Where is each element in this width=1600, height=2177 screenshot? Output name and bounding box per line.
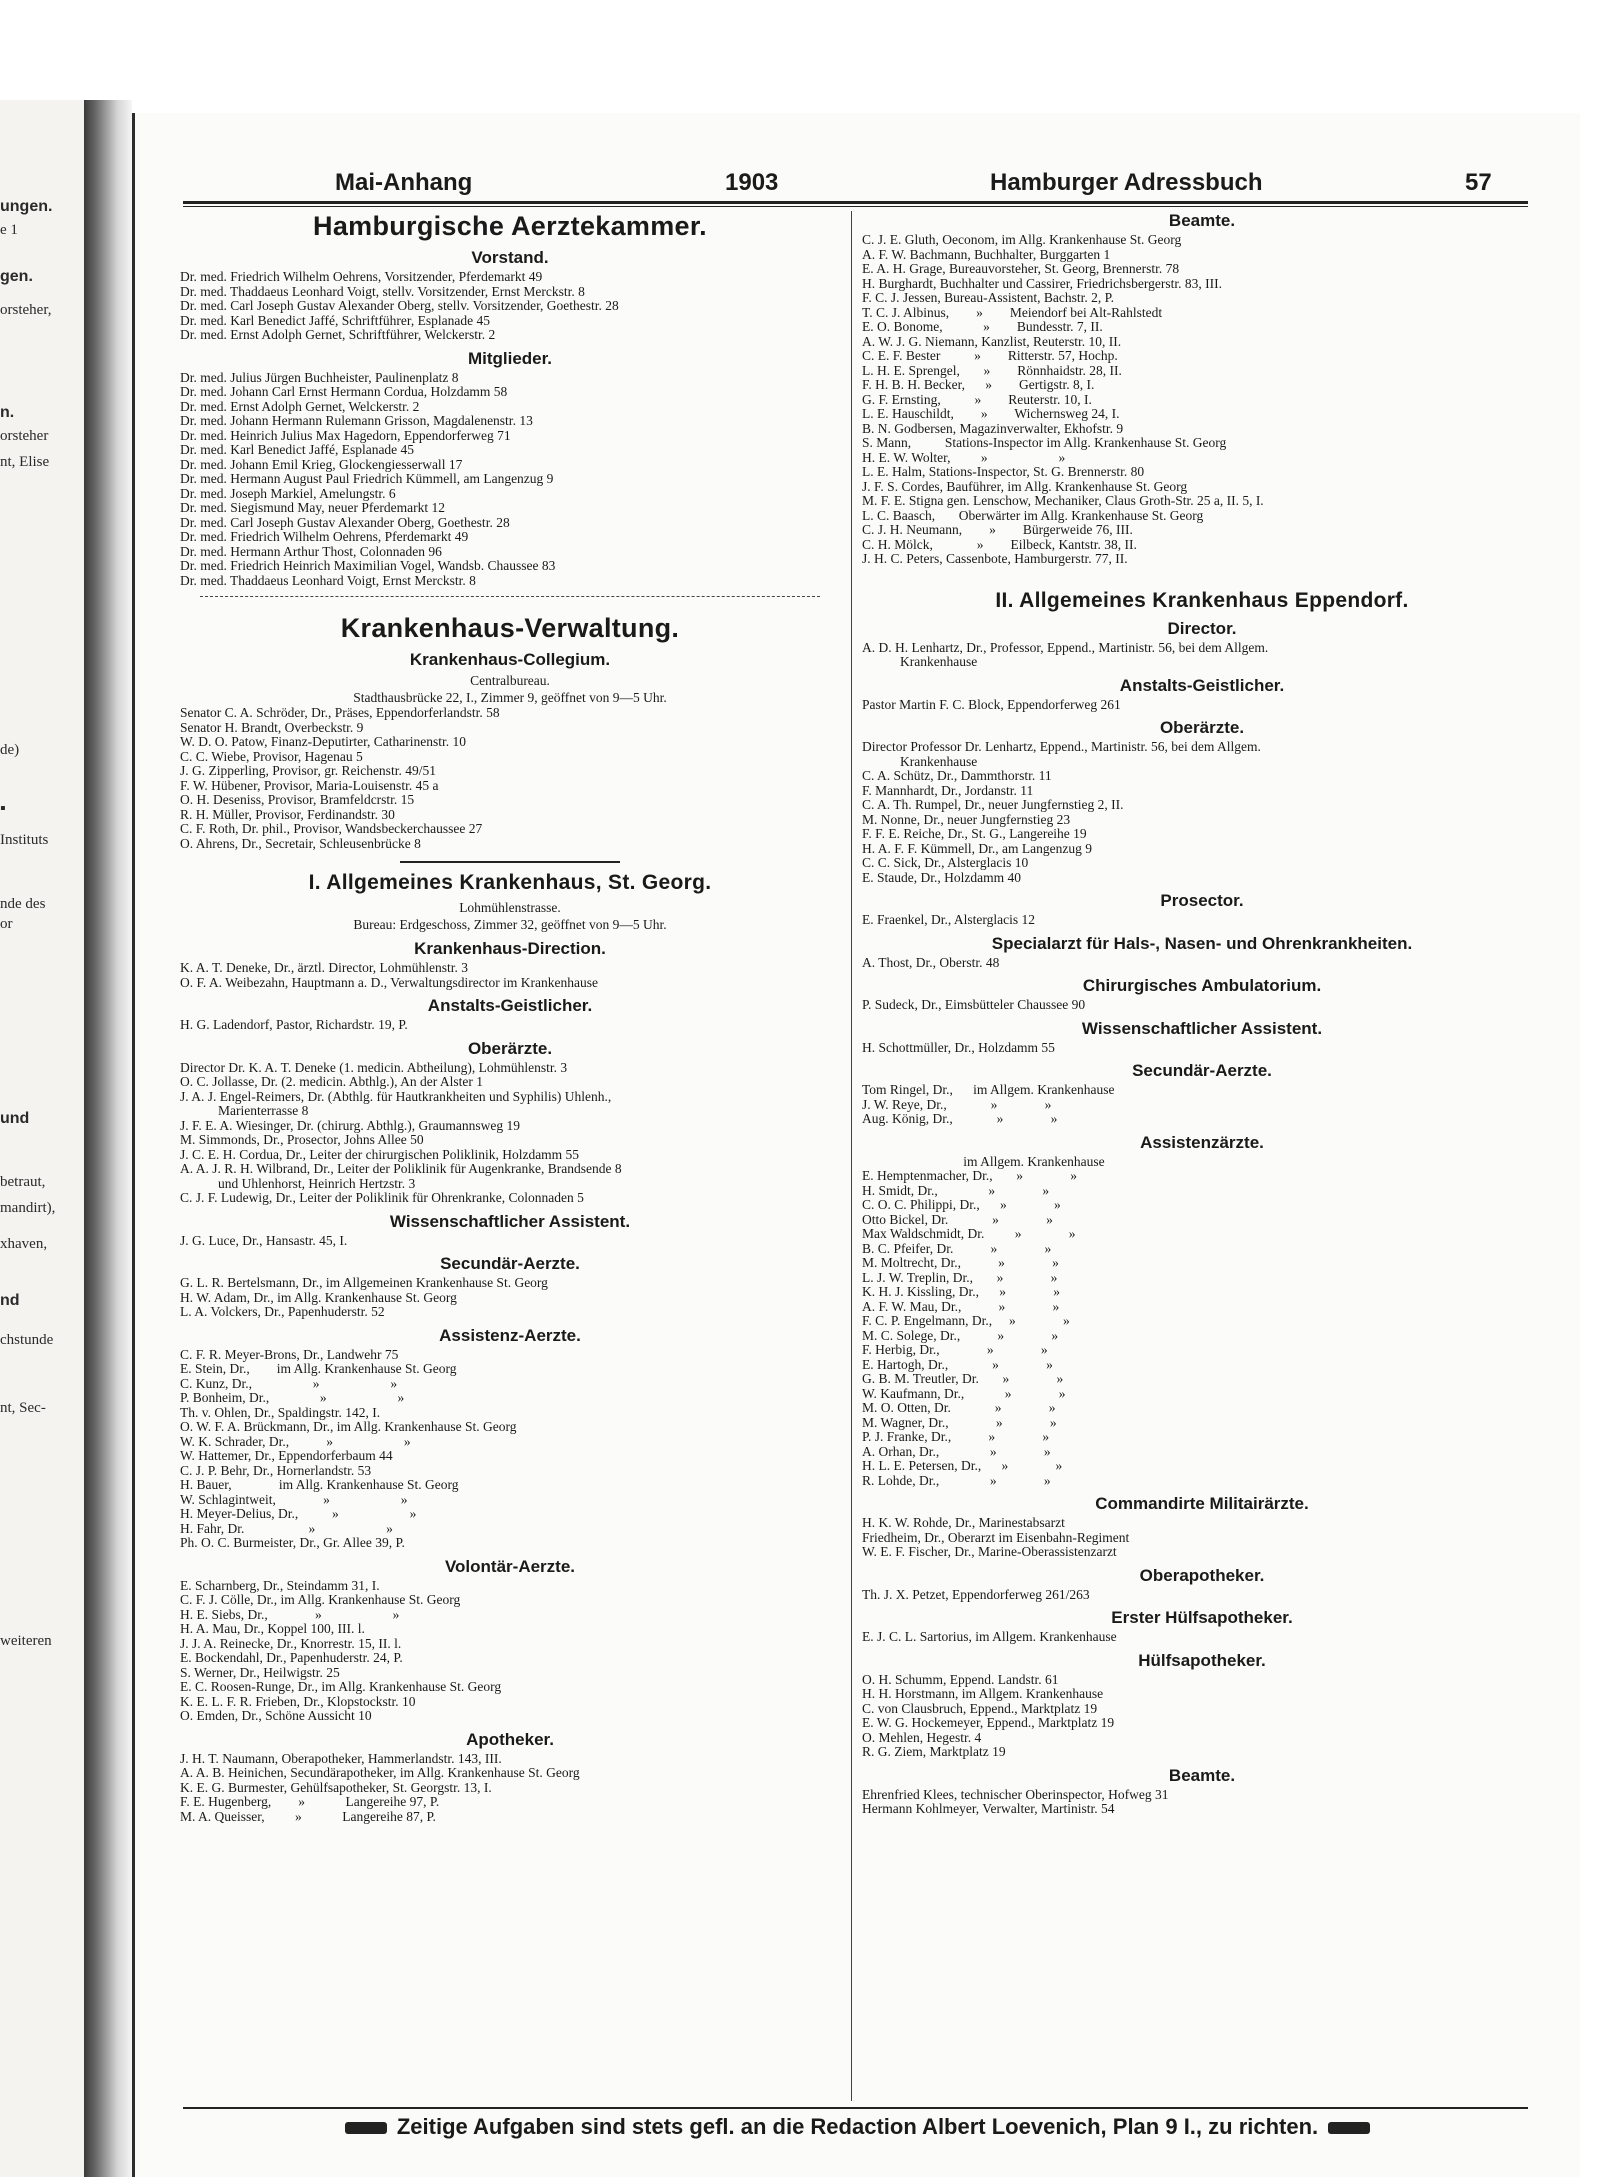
section-divider — [200, 596, 820, 597]
r-oberaerzte-list — [862, 740, 1542, 885]
stgeorg-street: Lohmühlenstrasse. — [459, 900, 561, 915]
list-item: Dr. med. Joseph Markiel, Amelungstr. 6 — [180, 486, 396, 501]
list-item: W. Hattemer, Dr., Eppendorferbaum 44 — [180, 1449, 393, 1463]
list-item: H. Smidt, Dr., » » — [862, 1183, 1050, 1198]
list-item: J. F. E. A. Wiesinger, Dr. (chirurg. Abthlg.), Graumannsweg 19 — [180, 1118, 521, 1133]
header-section: Mai-Anhang — [335, 169, 473, 196]
directory-page — [132, 113, 1580, 2177]
r-secundaer-list — [862, 1083, 1542, 1127]
previous-page-strip — [0, 100, 89, 2177]
list-item: J. W. Reye, Dr., » » — [862, 1097, 1052, 1112]
direction-list — [180, 961, 840, 990]
list-item: O. Mehlen, Hegestr. 4 — [862, 1730, 982, 1745]
prosector-heading: Prosector. — [1160, 891, 1244, 910]
previous-page-fragment: de) — [0, 742, 20, 758]
previous-page-fragment: weiteren — [0, 1633, 52, 1649]
list-item: M. Nonne, Dr., neuer Jungfernstieg 23 — [862, 812, 1071, 827]
list-item: H. A. Mau, Dr., Koppel 100, III. l. — [180, 1622, 365, 1636]
previous-page-fragment: or — [0, 916, 13, 932]
list-item: A. A. B. Heinichen, Secundärapotheker, im Allg. Krankenhause St. Georg — [180, 1766, 580, 1780]
list-item: Dr. med. Hermann August Paul Friedrich Kümmell, am Langenzug 9 — [180, 472, 554, 486]
list-item: Senator H. Brandt, Overbeckstr. 9 — [180, 720, 364, 735]
collegium-list — [180, 706, 840, 851]
list-item: K. A. T. Deneke, Dr., ärztl. Director, Lohmühlenstr. 3 — [180, 961, 469, 975]
list-item: C. von Clausbruch, Eppend., Marktplatz 19 — [862, 1701, 1098, 1716]
list-item: W. D. O. Patow, Finanz-Deputirter, Catharinenstr. 10 — [180, 735, 467, 749]
book-spine — [84, 100, 132, 2177]
list-item: K. E. G. Burmester, Gehülfsapotheker, St. Georgstr. 13, I. — [180, 1780, 492, 1795]
list-item: H. E. Siebs, Dr., » » — [180, 1607, 400, 1622]
centralbureau-label: Centralbureau. — [470, 673, 550, 688]
beamte-heading: Beamte. — [1168, 211, 1236, 230]
r-oberaerzte-heading: Oberärzte. — [1159, 718, 1245, 737]
mitglieder-list — [180, 371, 840, 589]
stgeorg-bureau: Bureau: Erdgeschoss, Zimmer 32, geöffnet von 9—5 Uhr. — [353, 917, 667, 932]
militair-heading: Commandirte Militairärzte. — [1095, 1494, 1309, 1513]
list-item: L. C. Baasch, Oberwärter im Allg. Krankenhause St. Georg — [862, 508, 1204, 523]
header-year: 1903 — [725, 169, 779, 196]
list-item: Dr. med. Julius Jürgen Buchheister, Paulinenplatz 8 — [180, 370, 459, 385]
list-item: H. Fahr, Dr. » » — [180, 1521, 393, 1536]
secundaer-list — [180, 1276, 840, 1320]
secundaer-heading: Secundär-Aerzte. — [440, 1254, 580, 1273]
list-item: H. L. E. Petersen, Dr., » » — [862, 1459, 1063, 1473]
oberaerzte-list — [180, 1061, 840, 1206]
prosector-list — [862, 913, 1542, 928]
list-item: und Uhlenhorst, Heinrich Hertzstr. 3 — [218, 1176, 416, 1191]
list-item: F. W. Hübener, Provisor, Maria-Louisenstr. 45 a — [180, 778, 439, 793]
list-item: H. Burghardt, Buchhalter und Cassirer, Friedrichsbergerstr. 83, III. — [862, 276, 1223, 291]
erster-heading: Erster Hülfsapotheker. — [1111, 1608, 1293, 1627]
list-item: M. C. Solege, Dr., » » — [862, 1328, 1059, 1343]
list-item: L. A. Volckers, Dr., Papenhuderstr. 52 — [180, 1305, 385, 1319]
list-item: E. Scharnberg, Dr., Steindamm 31, I. — [180, 1578, 380, 1593]
list-item: E. A. H. Grage, Bureauvorsteher, St. Georg, Brennerstr. 78 — [862, 262, 1180, 276]
list-item: im Allgem. Krankenhause — [862, 1154, 1105, 1169]
list-item: J. C. E. H. Cordua, Dr., Leiter der chirurgischen Poliklinik, Holzdamm 55 — [180, 1147, 580, 1162]
chir-list — [862, 998, 1542, 1013]
list-item: J. H. C. Peters, Cassenbote, Hamburgerstr. 77, II. — [862, 552, 1128, 566]
list-item: Senator C. A. Schröder, Dr., Präses, Eppendorferlandstr. 58 — [180, 706, 500, 720]
apotheker-list — [180, 1752, 840, 1825]
oberapotheker-heading: Oberapotheker. — [1139, 1565, 1265, 1585]
list-item: H. E. W. Wolter, » » — [862, 450, 1066, 465]
list-item: C. F. Roth, Dr. phil., Provisor, Wandsbeckerchaussee 27 — [180, 822, 483, 836]
list-item: Dr. med. Friedrich Wilhelm Oehrens, Pferdemarkt 49 — [180, 530, 469, 544]
list-item: C. C. Sick, Dr., Alsterglacis 10 — [862, 856, 1029, 870]
previous-page-fragment: orsteher — [0, 428, 49, 444]
list-item: E. Hemptenmacher, Dr., » » — [862, 1169, 1078, 1183]
vorstand-heading: Vorstand. — [471, 248, 549, 267]
list-item: G. F. Ernsting, » Reuterstr. 10, I. — [862, 392, 1092, 407]
volontaer-list — [180, 1579, 840, 1724]
wiss-heading: Wissenschaftlicher Assistent. — [389, 1211, 631, 1231]
previous-page-fragment: orsteher, — [0, 302, 52, 318]
list-item: H. Meyer-Delius, Dr., » » — [180, 1507, 417, 1521]
list-item: O. H. Schumm, Eppend. Landstr. 61 — [862, 1672, 1059, 1687]
list-item: H. Schottmüller, Dr., Holzdamm 55 — [862, 1040, 1055, 1055]
list-item: J. G. Zipperling, Provisor, gr. Reichenstr. 49/51 — [180, 764, 436, 778]
list-item: C. J. P. Behr, Dr., Hornerlandstr. 53 — [180, 1463, 372, 1478]
eppendorf-title: II. Allgemeines Krankenhaus Eppendorf. — [995, 588, 1409, 612]
list-item: J. G. Luce, Dr., Hansastr. 45, I. — [180, 1233, 348, 1248]
list-item: E. C. Roosen-Runge, Dr., im Allg. Krankenhause St. Georg — [180, 1680, 502, 1694]
list-item: Dr. med. Ernst Adolph Gernet, Schriftführer, Welckerstr. 2 — [180, 328, 496, 342]
list-item: F. Mannhardt, Dr., Jordanstr. 11 — [862, 783, 1034, 798]
list-item: E. Staude, Dr., Holzdamm 40 — [862, 870, 1021, 885]
list-item: Otto Bickel, Dr. » » — [862, 1212, 1053, 1227]
list-item: E. J. C. L. Sartorius, im Allgem. Krankenhause — [862, 1630, 1117, 1644]
list-item: C. E. F. Bester » Ritterstr. 57, Hochp. — [862, 349, 1118, 363]
aerztekammer-title: Hamburgische Aerztekammer. — [313, 211, 707, 241]
previous-page-fragment: ▪ — [0, 800, 6, 817]
list-item: P. J. Franke, Dr., » » — [862, 1430, 1050, 1444]
list-item: T. C. J. Albinus, » Meiendorf bei Alt-Rahlstedt — [862, 305, 1163, 320]
list-item: A. F. W. Mau, Dr., » » — [862, 1299, 1060, 1314]
list-item: R. G. Ziem, Marktplatz 19 — [862, 1745, 1006, 1759]
previous-page-fragment: ungen. — [0, 198, 53, 215]
previous-page-fragment: nd — [0, 1292, 20, 1309]
oberaerzte-heading: Oberärzte. — [467, 1038, 553, 1058]
list-item: Dr. med. Carl Joseph Gustav Alexander Oberg, Goethestr. 28 — [180, 515, 510, 530]
list-item: C. F. R. Meyer-Brons, Dr., Landwehr 75 — [180, 1347, 399, 1362]
header-title: Hamburger Adressbuch — [990, 169, 1263, 196]
list-item: H. G. Ladendorf, Pastor, Richardstr. 19, P. — [180, 1018, 408, 1032]
list-item: L. E. Halm, Stations-Inspector, St. G. Brennerstr. 80 — [862, 465, 1145, 479]
previous-page-fragment: n. — [0, 404, 15, 421]
list-item: Tom Ringel, Dr., im Allgem. Krankenhause — [862, 1083, 1115, 1097]
list-item: A. F. W. Bachmann, Buchhalter, Burggarten 1 — [862, 247, 1111, 262]
list-item: R. H. Müller, Provisor, Ferdinandstr. 30 — [180, 807, 395, 822]
list-item: E. W. G. Hockemeyer, Eppend., Marktplatz 19 — [862, 1716, 1115, 1730]
apotheker-heading: Apotheker. — [466, 1729, 554, 1749]
list-item: W. E. F. Fischer, Dr., Marine-Oberassistenzarzt — [862, 1545, 1117, 1559]
right-column — [862, 207, 1542, 1817]
wiss-list — [180, 1234, 840, 1249]
list-item: A. D. H. Lenhartz, Dr., Professor, Eppend., Martinistr. 56, bei dem Allgem. — [862, 640, 1269, 655]
stgeorg-title: I. Allgemeines Krankenhaus, St. Georg. — [308, 871, 712, 894]
previous-page-fragment: xhaven, — [0, 1236, 48, 1252]
previous-page-fragment: nt, Elise — [0, 454, 50, 470]
militair-list — [862, 1516, 1542, 1560]
list-item: Dr. med. Thaddaeus Leonhard Voigt, stellv. Vorsitzender, Ernst Merckstr. 8 — [180, 284, 585, 299]
list-item: E. Bockendahl, Dr., Papenhuderstr. 24, P. — [180, 1651, 403, 1665]
list-item: Dr. med. Karl Benedict Jaffé, Esplanade 45 — [180, 443, 415, 457]
list-item: F. C. J. Jessen, Bureau-Assistent, Bachstr. 2, P. — [862, 291, 1115, 305]
list-item: G. L. R. Bertelsmann, Dr., im Allgemeinen Krankenhause St. Georg — [180, 1276, 548, 1290]
list-item: Hermann Kohlmeyer, Verwalter, Martinistr. 54 — [862, 1802, 1115, 1816]
centralbureau-address: Stadthausbrücke 22, I., Zimmer 9, geöffnet von 9—5 Uhr. — [353, 690, 667, 705]
erster-list — [862, 1630, 1542, 1645]
list-item: C. F. J. Cölle, Dr., im Allg. Krankenhause St. Georg — [180, 1593, 461, 1607]
list-item: Dr. med. Carl Joseph Gustav Alexander Oberg, stellv. Vorsitzender, Goethestr. 28 — [180, 299, 619, 313]
r-assistenz-list — [862, 1155, 1542, 1489]
list-item: L. E. Hauschildt, » Wichernsweg 24, I. — [862, 407, 1120, 421]
list-item: A. W. J. G. Niemann, Kanzlist, Reuterstr. 10, II. — [862, 334, 1122, 349]
list-item: G. B. M. Treutler, Dr. » » — [862, 1372, 1064, 1386]
list-item: C. H. Mölck, » Eilbeck, Kantstr. 38, II. — [862, 537, 1137, 552]
list-item: Dr. med. Thaddaeus Leonhard Voigt, Ernst Merckstr. 8 — [180, 573, 476, 588]
page-number: 57 — [1465, 169, 1492, 196]
pointing-hand-icon — [1328, 2122, 1370, 2134]
previous-page-fragment: gen. — [0, 268, 33, 285]
list-item: K. E. L. F. R. Frieben, Dr., Klopstockstr. 10 — [180, 1694, 416, 1709]
list-item: C. C. Wiebe, Provisor, Hagenau 5 — [180, 749, 363, 764]
list-item: A. Thost, Dr., Oberstr. 48 — [862, 955, 1000, 970]
list-item: F. H. B. H. Becker, » Gertigstr. 8, I. — [862, 378, 1095, 392]
list-item: L. H. E. Sprengel, » Rönnhaidstr. 28, II. — [862, 363, 1122, 378]
r-geistlicher-heading: Anstalts-Geistlicher. — [1119, 675, 1285, 695]
list-item: Director Professor Dr. Lenhartz, Eppend., Martinistr. 56, bei dem Allgem. — [862, 740, 1261, 754]
previous-page-fragment: und — [0, 1110, 30, 1127]
geistlicher-heading: Anstalts-Geistlicher. — [427, 996, 593, 1015]
list-item: L. J. W. Treplin, Dr., » » — [862, 1270, 1058, 1285]
beamte2-list — [862, 1788, 1542, 1817]
list-item: J. A. J. Engel-Reimers, Dr. (Abthlg. für Hautkrankheiten und Syphilis) Uhlenh., — [180, 1089, 612, 1104]
list-item: Krankenhause — [900, 754, 978, 769]
list-item: E. Hartogh, Dr., » » — [862, 1357, 1053, 1372]
list-item: W. K. Schrader, Dr., » » — [180, 1434, 411, 1449]
direction-heading: Krankenhaus-Direction. — [414, 939, 606, 958]
special-heading: Specialarzt für Hals-, Nasen- und Ohrenkrankheiten. — [991, 933, 1413, 953]
list-item: O. H. Deseniss, Provisor, Bramfeldcrstr. 15 — [180, 793, 415, 807]
list-item: J. H. T. Naumann, Oberapotheker, Hammerlandstr. 143, III. — [180, 1751, 502, 1766]
assistenz-heading: Assistenz-Aerzte. — [439, 1325, 581, 1345]
list-item: Pastor Martin F. C. Block, Eppendorferweg 261 — [862, 697, 1121, 712]
previous-page-fragment: nde des — [0, 896, 46, 912]
verwaltung-title: Krankenhaus-Verwaltung. — [340, 613, 680, 643]
list-item: F. Herbig, Dr., » » — [862, 1343, 1048, 1357]
collegium-heading: Krankenhaus-Collegium. — [409, 650, 611, 669]
previous-page-fragment: chstunde — [0, 1332, 54, 1348]
list-item: Marienterrasse 8 — [218, 1104, 309, 1118]
r-secundaer-heading: Secundär-Aerzte. — [1132, 1061, 1272, 1080]
r-wiss-heading: Wissenschaftlicher Assistent. — [1081, 1018, 1323, 1038]
previous-page-fragment: betraut, — [0, 1174, 46, 1190]
list-item: F. C. P. Engelmann, Dr., » » — [862, 1314, 1070, 1328]
section-rule — [400, 861, 620, 863]
list-item: F. F. E. Reiche, Dr., St. G., Langereihe 19 — [862, 827, 1087, 841]
list-item: C. O. C. Philippi, Dr., » » — [862, 1198, 1061, 1212]
r-geistlicher-list — [862, 698, 1542, 713]
list-item: C. Kunz, Dr., » » — [180, 1376, 398, 1391]
previous-page-fragment: nt, Sec- — [0, 1400, 46, 1416]
chir-heading: Chirurgisches Ambulatorium. — [1082, 976, 1322, 995]
list-item: Dr. med. Johann Hermann Rulemann Grisson, Magdalenenstr. 13 — [180, 414, 533, 428]
list-item: Dr. med. Friedrich Heinrich Maximilian Vogel, Wandsb. Chaussee 83 — [180, 559, 556, 573]
list-item: C. J. H. Neumann, » Bürgerweide 76, III. — [862, 523, 1133, 537]
list-item: H. Bauer, im Allg. Krankenhause St. Georg — [180, 1478, 459, 1492]
list-item: M. Simmonds, Dr., Prosector, Johns Allee 50 — [180, 1133, 424, 1147]
list-item: Dr. med. Johann Emil Krieg, Glockengiesserwall 17 — [180, 457, 463, 472]
list-item: C. J. F. Ludewig, Dr., Leiter der Poliklinik für Ohrenkranke, Colonnaden 5 — [180, 1191, 584, 1205]
list-item: B. N. Godbersen, Magazinverwalter, Ekhofstr. 9 — [862, 421, 1124, 436]
beamte-list — [862, 233, 1542, 567]
list-item: M. F. E. Stigna gen. Lenschow, Mechaniker, Claus Groth-Str. 25 a, II. 5, I. — [862, 494, 1264, 508]
previous-page-fragment: mandirt), — [0, 1200, 56, 1216]
list-item: Dr. med. Heinrich Julius Max Hagedorn, Eppendorferweg 71 — [180, 428, 511, 443]
list-item: Dr. med. Ernst Adolph Gernet, Welckerstr. 2 — [180, 399, 420, 414]
list-item: O. Ahrens, Dr., Secretair, Schleusenbrücke 8 — [180, 836, 421, 851]
left-column — [180, 207, 840, 1824]
assistenz-list — [180, 1348, 840, 1551]
geistlicher-list — [180, 1018, 840, 1033]
list-item: W. Kaufmann, Dr., » » — [862, 1386, 1066, 1401]
list-item: E. Stein, Dr., im Allg. Krankenhause St. Georg — [180, 1362, 457, 1376]
list-item: J. J. A. Reinecke, Dr., Knorrestr. 15, II. l. — [180, 1636, 402, 1651]
list-item: M. Moltrecht, Dr., » » — [862, 1256, 1059, 1270]
list-item: O. F. A. Weibezahn, Hauptmann a. D., Verwaltungsdirector im Krankenhause — [180, 975, 598, 990]
special-list — [862, 956, 1542, 971]
list-item: K. H. J. Kissling, Dr., » » — [862, 1285, 1061, 1299]
list-item: Ph. O. C. Burmeister, Dr., Gr. Allee 39, P. — [180, 1536, 405, 1550]
list-item: A. Orhan, Dr., » » — [862, 1444, 1051, 1459]
list-item: Th. v. Ohlen, Dr., Spaldingstr. 142, I. — [180, 1405, 381, 1420]
list-item: H. A. F. F. Kümmell, Dr., am Langenzug 9 — [862, 841, 1092, 856]
r-wiss-list — [862, 1041, 1542, 1056]
list-item: Friedheim, Dr., Oberarzt im Eisenbahn-Regiment — [862, 1530, 1130, 1545]
list-item: P. Bonheim, Dr., » » — [180, 1391, 405, 1405]
list-item: C. A. Th. Rumpel, Dr., neuer Jungfernstieg 2, II. — [862, 798, 1124, 812]
footer-rule — [183, 2107, 1528, 2109]
previous-page-fragment: Instituts — [0, 832, 49, 848]
list-item: Krankenhause — [900, 655, 978, 669]
list-item: Dr. med. Hermann Arthur Thost, Colonnaden 96 — [180, 544, 442, 559]
huelfs-list — [862, 1673, 1542, 1760]
list-item: C. A. Schütz, Dr., Dammthorstr. 11 — [862, 769, 1052, 783]
list-item: J. F. S. Cordes, Bauführer, im Allg. Krankenhause St. Georg — [862, 479, 1188, 494]
list-item: B. C. Pfeifer, Dr. » » — [862, 1241, 1052, 1256]
footer-text: Zeitige Aufgaben sind stets gefl. an die Redaction Albert Loevenich, Plan 9 I., zu richten. — [396, 2114, 1319, 2139]
list-item: S. Werner, Dr., Heilwigstr. 25 — [180, 1665, 340, 1680]
list-item: Dr. med. Karl Benedict Jaffé, Schriftführer, Esplanade 45 — [180, 313, 490, 328]
list-item: W. Schlagintweit, » » — [180, 1492, 408, 1507]
volontaer-heading: Volontär-Aerzte. — [444, 1556, 576, 1576]
huelfs-heading: Hülfsapotheker. — [1138, 1650, 1266, 1670]
pointing-hand-icon — [345, 2122, 387, 2134]
list-item: A. A. J. R. H. Wilbrand, Dr., Leiter der Poliklinik für Augenkranke, Brandsende 8 — [180, 1162, 622, 1176]
list-item: Ehrenfried Klees, technischer Oberinspector, Hofweg 31 — [862, 1787, 1169, 1802]
list-item: E. Fraenkel, Dr., Alsterglacis 12 — [862, 913, 1035, 927]
footer-notice — [135, 2114, 1580, 2148]
list-item: Th. J. X. Petzet, Eppendorferweg 261/263 — [862, 1587, 1090, 1602]
list-item: Dr. med. Friedrich Wilhelm Oehrens, Vorsitzender, Pferdemarkt 49 — [180, 270, 543, 284]
list-item: S. Mann, Stations-Inspector im Allg. Krankenhause St. Georg — [862, 436, 1227, 450]
list-item: H. W. Adam, Dr., im Allg. Krankenhause St. Georg — [180, 1290, 457, 1305]
vorstand-list — [180, 270, 840, 343]
list-item: P. Sudeck, Dr., Eimsbütteler Chaussee 90 — [862, 998, 1086, 1012]
list-item: R. Lohde, Dr., » » — [862, 1473, 1051, 1488]
r-assistenz-heading: Assistenzärzte. — [1140, 1132, 1264, 1152]
list-item: C. J. E. Gluth, Oeconom, im Allg. Krankenhause St. Georg — [862, 233, 1182, 247]
list-item: M. Wagner, Dr., » » — [862, 1415, 1057, 1430]
beamte2-heading: Beamte. — [1168, 1765, 1236, 1785]
director-heading: Director. — [1167, 618, 1237, 638]
list-item: Dr. med. Johann Carl Ernst Hermann Cordua, Holzdamm 58 — [180, 385, 508, 399]
list-item: O. C. Jollasse, Dr. (2. medicin. Abthlg.), An der Alster 1 — [180, 1075, 483, 1089]
list-item: H. H. Horstmann, im Allgem. Krankenhause — [862, 1687, 1104, 1701]
list-item: Max Waldschmidt, Dr. » » — [862, 1227, 1076, 1241]
list-item: M. O. Otten, Dr. » » — [862, 1401, 1056, 1415]
list-item: Aug. König, Dr., » » — [862, 1112, 1058, 1126]
list-item: Director Dr. K. A. T. Deneke (1. medicin. Abtheilung), Lohmühlenstr. 3 — [180, 1060, 568, 1075]
list-item: E. O. Bonome, » Bundesstr. 7, II. — [862, 320, 1103, 334]
list-item: O. Emden, Dr., Schöne Aussicht 10 — [180, 1709, 372, 1723]
list-item: O. W. F. A. Brückmann, Dr., im Allg. Krankenhause St. Georg — [180, 1420, 517, 1434]
mitglieder-heading: Mitglieder. — [467, 348, 553, 368]
director-list — [862, 641, 1542, 670]
list-item: M. A. Queisser, » Langereihe 87, P. — [180, 1809, 436, 1824]
list-item: Dr. med. Siegismund May, neuer Pferdemarkt 12 — [180, 501, 445, 515]
previous-page-fragment: e 1 — [0, 222, 18, 238]
running-header — [135, 163, 1580, 199]
list-item: H. K. W. Rohde, Dr., Marinestabsarzt — [862, 1516, 1065, 1530]
oberapotheker-list — [862, 1588, 1542, 1603]
list-item: F. E. Hugenberg, » Langereihe 97, P. — [180, 1795, 440, 1809]
column-divider — [851, 211, 852, 2101]
